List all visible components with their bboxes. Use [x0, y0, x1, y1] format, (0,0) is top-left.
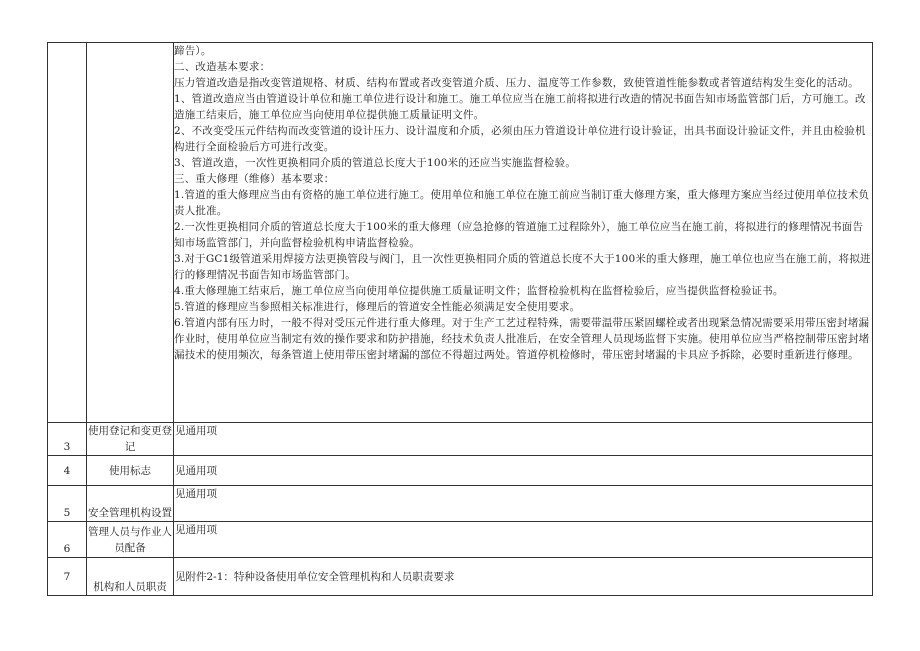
- row-number: 5: [48, 486, 87, 522]
- row-number: 7: [48, 558, 87, 596]
- content-paragraph: 三、重大修理（维修）基本要求：: [174, 173, 335, 185]
- content-paragraph: 1.管道的重大修理应当由有资格的施工单位进行施工。使用单位和施工单位在施工前应当制订重大修理方案，重大修理方案应当经过使用单位技术负责人批准。: [174, 189, 870, 217]
- item-requirement: [174, 486, 873, 522]
- item-requirement: [174, 423, 873, 456]
- row-number: 4: [48, 456, 87, 486]
- item-requirement-text: 见通用项: [175, 488, 217, 500]
- item-requirement-text: 见附件2-1：特种设备使用单位安全管理机构和人员职责要求: [175, 570, 455, 583]
- item-name-cell: [87, 43, 174, 423]
- content-paragraph: 5.管道的修理应当参照相关标准进行，修理后的管道安全性能必须满足安全使用要求。: [174, 301, 581, 313]
- item-requirement: [174, 558, 873, 596]
- item-requirement: [174, 456, 873, 486]
- requirements-table: [47, 42, 873, 596]
- content-paragraph: 6.管道内部有压力时，一般不得对受压元件进行重大修理。对于生产工艺过程特殊，需要带温带压紧固螺栓或者出现紧急情况需要采用带压密封堵漏作业时，使用单位应当制定有效的操作要求和防护措施，经技术负责人批准后，在安全管理人员现场监督下实施。使用单位应当严格控制带压密封堵漏技术的使用频次，每条管道上使用带压密封堵漏的部位不得超过两处。管道停机检修时，带压密封堵漏的卡具应予拆除，必要时重新进行修理。: [174, 317, 870, 361]
- item-requirement-text: 见通用项: [175, 464, 217, 477]
- content-paragraph: 蹄告）。: [174, 45, 212, 57]
- table-row: [48, 456, 873, 486]
- content-paragraph: 二、改造基本要求：: [174, 61, 271, 73]
- content-paragraph: 2.一次性更换相同介质的管道总长度大于100米的重大修理（应急抢修的管道施工过程除外），施工单位应当在施工前，将拟进行的修理情况书面告知市场监管部门，并向监督检验机构申请监督检验。: [174, 221, 864, 249]
- content-paragraph: 3.对于GC1级管道采用焊接方法更换管段与阀门，且一次性更换相同介质的管道总长度不大于100米的重大修理，施工单位也应当在施工前，将拟进行的修理情况书面告知市场监管部门。: [174, 253, 871, 281]
- item-name: 安全管理机构设置: [87, 486, 174, 522]
- num-cell: [48, 43, 87, 423]
- content-paragraph: 1、管道改造应当由管道设计单位和施工单位进行设计和施工。施工单位应当在施工前将拟进行改造的情况书面告知市场监管部门后，方可施工。改造施工结束后，施工单位应当向使用单位提供施工质量证明文件。: [174, 93, 866, 121]
- item-name: 使用登记和变更登记: [87, 423, 174, 456]
- table-row: [48, 486, 873, 522]
- row-number: 6: [48, 522, 87, 558]
- item-requirement-text: 见通用项: [175, 425, 217, 437]
- item-requirement: [174, 522, 873, 558]
- row-number: 3: [48, 423, 87, 456]
- table-row: [48, 522, 873, 558]
- content-paragraph: 3、管道改造，一次性更换相同介质的管道总长度大于100米的还应当实施监督检验。: [174, 157, 577, 169]
- item-name: 机构和人员职责: [87, 558, 174, 596]
- content-paragraph: 4.重大修理施工结束后，施工单位应当向使用单位提供施工质量证明文件；监督检验机构在监督检验后，应当提供监督检验证书。: [174, 285, 784, 297]
- content-paragraph: 压力管道改造是指改变管道规格、材质、结构布置或者改变管道介质、压力、温度等工作参数，致使管道性能参数或者管道结构发生变化的活动。: [174, 77, 859, 89]
- table-row: [48, 423, 873, 456]
- table-row: [48, 558, 873, 596]
- item-requirement-text: 见通用项: [175, 524, 217, 536]
- content-paragraph: 2、不改变受压元件结构而改变管道的设计压力、设计温度和介质，必须由压力管道设计单位进行设计验证，出具书面设计验证文件，并且由检验机构进行全面检验后方可进行改变。: [174, 125, 866, 153]
- table-row: [48, 43, 873, 423]
- item-name: 使用标志: [87, 456, 174, 486]
- item-name: 管理人员与作业人员配备: [87, 522, 174, 558]
- requirements-content-cell: [174, 43, 873, 423]
